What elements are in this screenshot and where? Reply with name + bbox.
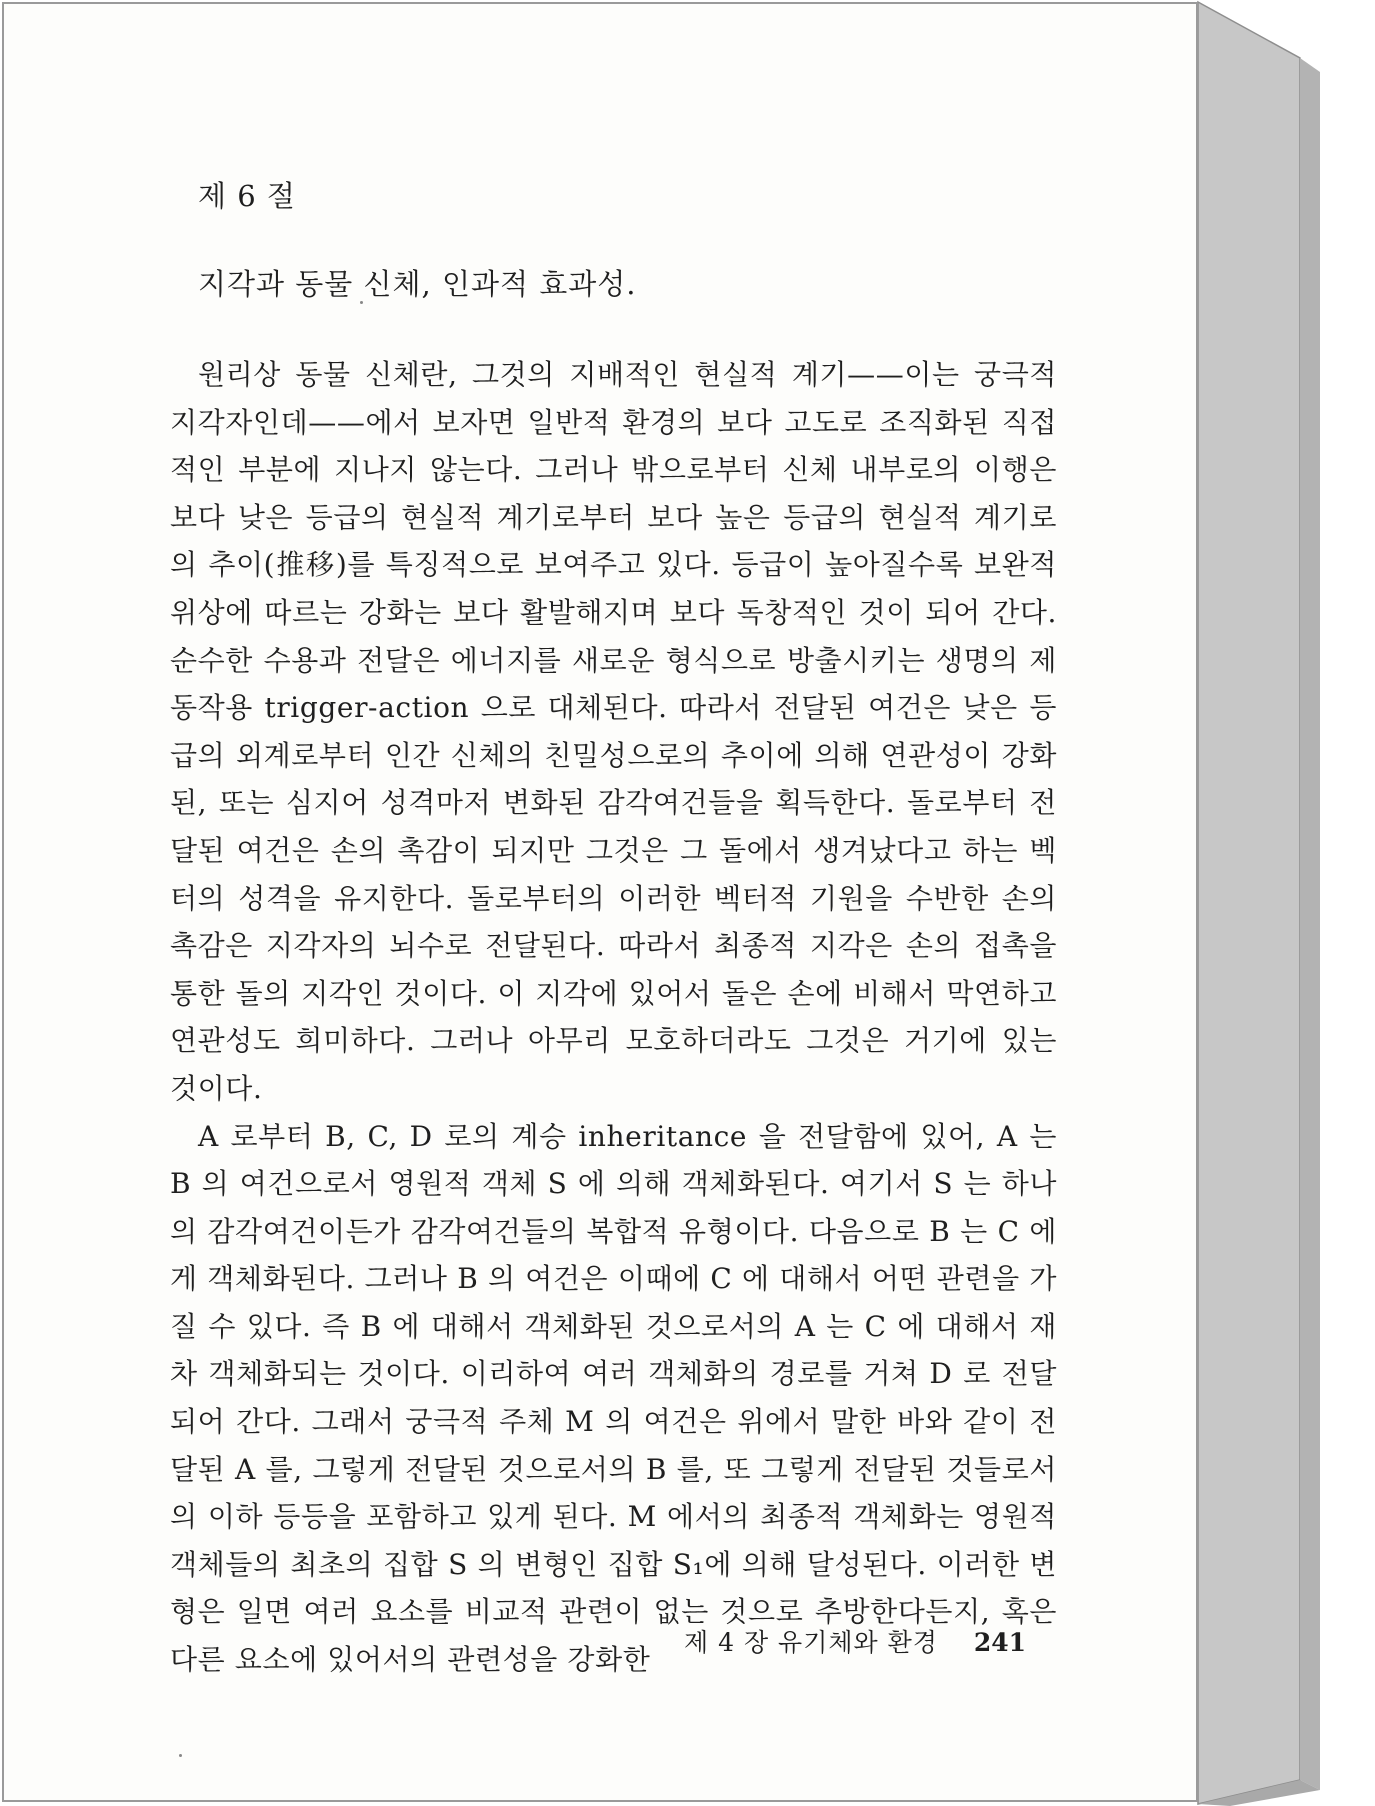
scan-speck xyxy=(179,1754,182,1757)
paragraph-2: A 로부터 B, C, D 로의 계승 inheritance 을 전달함에 있어, A 는 B 의 여건으로서 영원적 객체 S 에 의해 객체화된다. 여기서 S 는 하나의 감각여건이든가 감각여건들의 복합적 유형이다. 다음으로 B 는 C 에게 객체화된다. 그러나 B 의 여건은 이때에 C 에 대해서 어떤 관련을 가질 수 있다. 즉 B 에 대해서 객체화된 것으로서의 A 는 C 에 대해서 재차 객체화되는 것이다. 이리하여 여러 객체화의 경로를 거쳐 D 로 전달되어 간다. 그래서 궁극적 주체 M 의 여건은 위에서 말한 바와 같이 전달된 A 를, 그렇게 전달된 것으로서의 B 를, 또 그렇게 전달된 것들로서의 이하 등등을 포함하고 있게 된다. M 에서의 최종적 객체화는 영원적 객체들의 최초의 집합 S 의 변형인 집합 S₁에 의해 달성된다. 이러한 변형은 일면 여러 요소를 비교적 관련이 없는 것으로 추방한다든지, 혹은 다른 요소에 있어서의 관련성을 강화한 xyxy=(170,1119,1057,1677)
page-footer xyxy=(684,1623,1026,1659)
footer-chapter-title: 제 4 장 유기체와 환경 xyxy=(684,1628,938,1657)
section-title: 지각과 동물 신체, 인과적 효과성. xyxy=(198,267,637,301)
body-text xyxy=(170,351,1057,1684)
scan-speck xyxy=(360,301,363,304)
section-number: 제 6 절 xyxy=(198,179,296,213)
page-content xyxy=(170,166,1057,1684)
book-page xyxy=(2,2,1198,1802)
paragraph-1: 원리상 동물 신체란, 그것의 지배적인 현실적 계기——이는 궁극적 지각자인데——에서 보자면 일반적 환경의 보다 고도로 조직화된 직접적인 부분에 지나지 않는다. 그러나 밖으로부터 신체 내부로의 이행은 보다 낮은 등급의 현실적 계기로부터 보다 높은 등급의 현실적 계기로의 추이(推移)를 특징적으로 보여주고 있다. 등급이 높아질수록 보완적 위상에 따르는 강화는 보다 활발해지며 보다 독창적인 것이 되어 간다. 순수한 수용과 전달은 에너지를 새로운 형식으로 방출시키는 생명의 제동작용 trigger-action 으로 대체된다. 따라서 전달된 여건은 낮은 등급의 외계로부터 인간 신체의 친밀성으로의 추이에 의해 연관성이 강화된, 또는 심지어 성격마저 변화된 감각여건들을 획득한다. 돌로부터 전달된 여건은 손의 촉감이 되지만 그것은 그 돌에서 생겨났다고 하는 벡터의 성격을 유지한다. 돌로부터의 이러한 벡터적 기원을 수반한 손의 촉감은 지각자의 뇌수로 전달된다. 따라서 최종적 지각은 손의 접촉을 통한 돌의 지각인 것이다. 이 지각에 있어서 돌은 손에 비해서 막연하고 연관성도 희미하다. 그러나 아무리 모호하더라도 그것은 거기에 있는 것이다. xyxy=(170,358,1057,1105)
footer-page-number: 241 xyxy=(973,1628,1027,1657)
